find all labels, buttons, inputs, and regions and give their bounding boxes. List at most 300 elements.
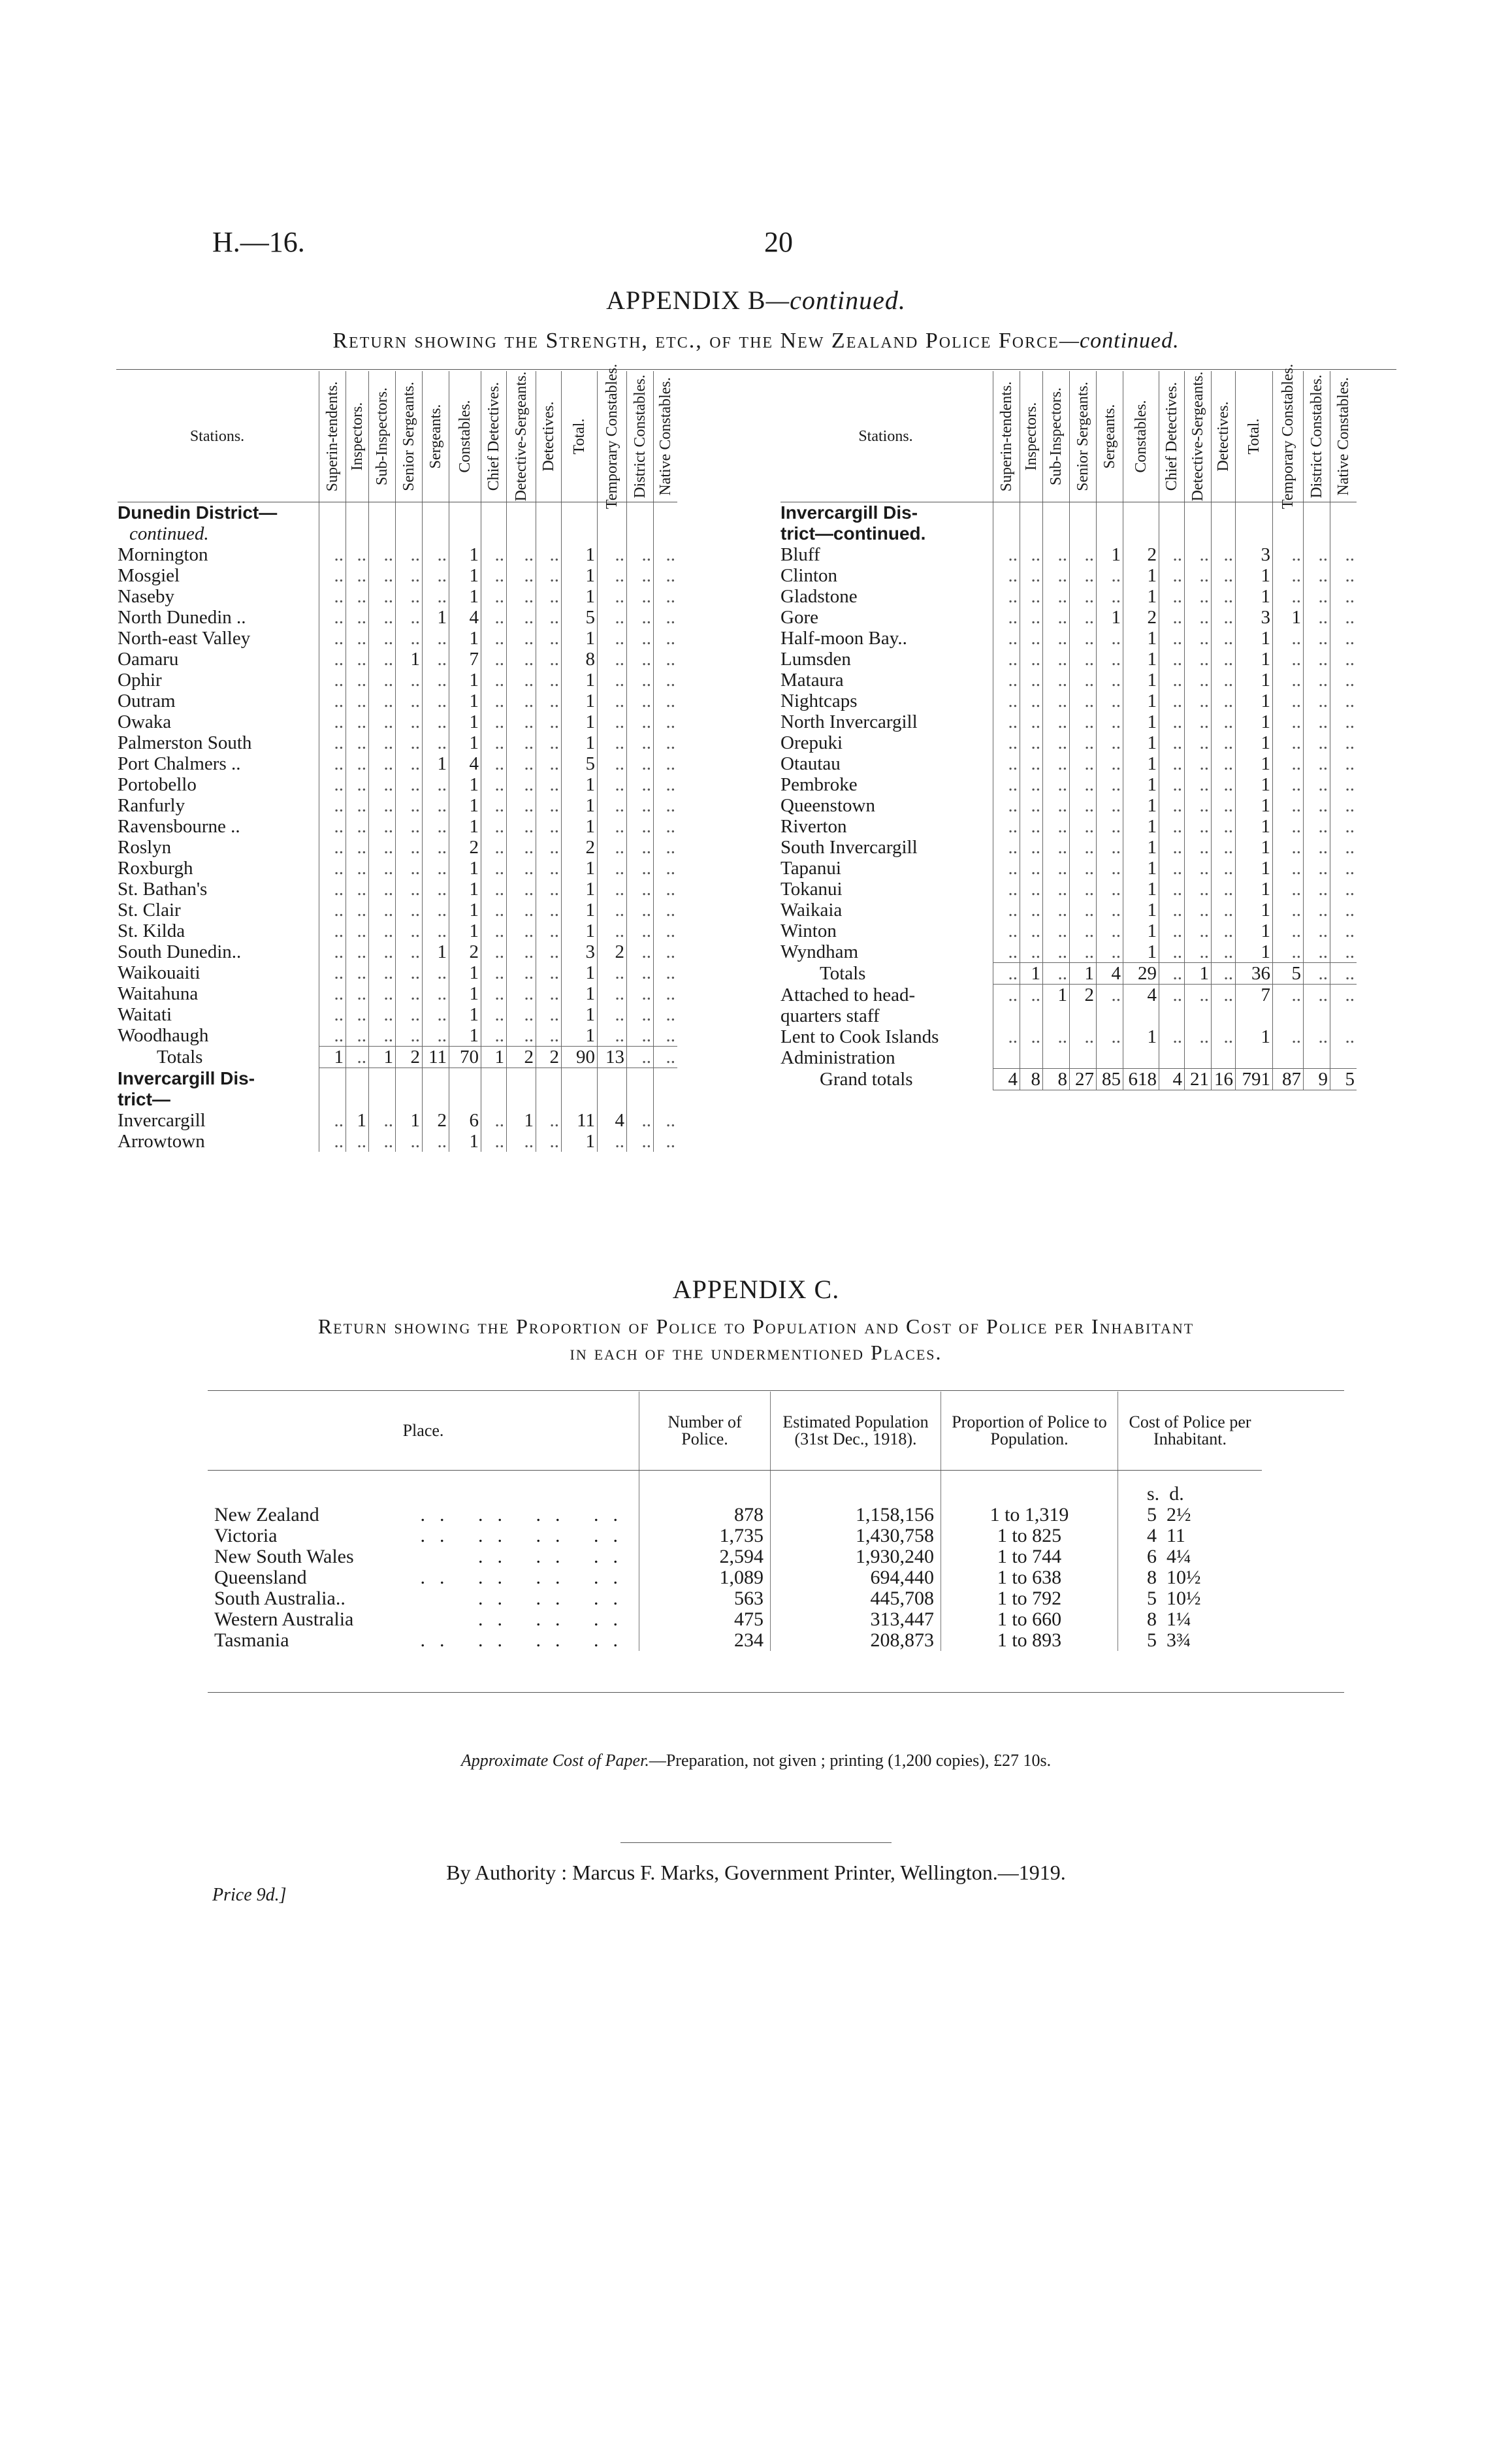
cell-value: 7 [449,649,481,670]
cell-value: .. [993,670,1020,691]
authority-line: By Authority : Marcus F. Marks, Government Printer, Wellington.—1919. [446,1861,1066,1884]
table-row [208,1525,1262,1546]
column-header-detective-sergeants: Detective-Sergeants. [1185,371,1212,502]
cell-value: .. [1159,1026,1185,1047]
table-row [780,900,1357,921]
cell-value: .. [627,607,654,628]
cell-value: .. [423,816,449,837]
cell-value: .. [1020,795,1043,816]
cell-value: .. [346,858,369,879]
cell-value: .. [319,607,346,628]
table-row [780,1069,1357,1090]
cell-value: 1 [1236,858,1273,879]
cell-value: .. [1330,711,1357,732]
cell-value: 1 [1123,858,1159,879]
cell-value: 3 [1236,544,1273,565]
station-name: Roxburgh [118,858,193,879]
cell-value: 1 [449,670,481,691]
cell-value: .. [598,565,627,586]
cell-value: .. [423,1025,449,1046]
table-row [118,879,677,900]
cell-value: .. [1070,941,1097,962]
cell-value: .. [1273,544,1304,565]
cell-value: .. [993,795,1020,816]
cell-value: .. [396,1131,423,1152]
cell-value: 5 [1330,1069,1357,1090]
cell-value: .. [396,670,423,691]
cell-value: .. [346,711,369,732]
cell-value: .. [1020,837,1043,858]
cell-value: .. [1304,985,1330,1005]
cell-value: 1 [1123,691,1159,711]
cell-value: .. [423,774,449,795]
cell-value: .. [396,795,423,816]
cell-value: .. [598,586,627,607]
cell-value: .. [536,983,562,1004]
cell-value: 1 [1123,565,1159,586]
cell-value: 1 [449,921,481,941]
cell-value: .. [654,586,678,607]
cell-value: .. [1159,774,1185,795]
cell-value [1123,1005,1159,1026]
cell-value: .. [1043,691,1070,711]
cell-value: .. [993,732,1020,753]
cell-value: .. [1097,837,1123,858]
cell-value: .. [346,774,369,795]
cell-value: .. [396,753,423,774]
table-row [208,1630,1262,1651]
cell-value [1236,1047,1273,1068]
cell-value: .. [346,1131,369,1152]
cell-value: .. [481,900,507,921]
station-name: Waitati [118,1004,172,1025]
cell-value: .. [1070,732,1097,753]
cell-value: .. [1159,921,1185,941]
cell-value: 2 [1070,985,1097,1005]
cell-value [1212,1047,1236,1068]
cell-value: .. [598,607,627,628]
cost-per-inhabitant: 6 4¼ [1118,1546,1263,1567]
cell-value: .. [396,1025,423,1046]
cell-value: 4 [993,1069,1020,1090]
cell-value [1070,502,1097,524]
population: 694,440 [771,1567,941,1588]
table-row [780,691,1357,711]
cell-value: 1 [562,879,598,900]
cell-value: .. [1020,774,1043,795]
cell-value: .. [536,795,562,816]
cell-value: 1 [1123,879,1159,900]
cell-value: .. [1097,586,1123,607]
cell-value: .. [507,795,536,816]
cell-value: .. [1304,795,1330,816]
cell-value: .. [369,607,396,628]
cell-value: .. [993,544,1020,565]
cell-value [1159,1047,1185,1068]
cell-value: .. [423,858,449,879]
cell-value: .. [1330,858,1357,879]
cell-value: 1 [562,795,598,816]
cell-value [627,502,654,524]
cell-value: 1 [562,670,598,691]
cell-value [1236,523,1273,544]
police-count: 1,735 [639,1525,771,1546]
cell-value: 4 [1123,985,1159,1005]
cell-value: .. [1273,795,1304,816]
police-count: 878 [639,1505,771,1525]
cell-value: .. [1159,900,1185,921]
cell-value: 2 [449,941,481,962]
cell-value: .. [1330,816,1357,837]
cell-value: .. [1273,649,1304,670]
cell-value: .. [993,774,1020,795]
cell-value: .. [1212,732,1236,753]
proportion: 1 to 638 [941,1567,1118,1588]
appendix-b-subtitle: Return showing the Strength, etc., of the New Zealand Police Force—continued. [332,329,1180,353]
cell-value: .. [598,1004,627,1025]
cell-value: 4 [449,753,481,774]
cell-value: .. [507,1025,536,1046]
cell-value: 1 [1236,628,1273,649]
cell-value: .. [423,837,449,858]
cell-value: 5 [1273,963,1304,985]
cell-value: .. [654,1025,678,1046]
cell-value: .. [1159,732,1185,753]
station-name: Mornington [118,544,208,565]
cell-value: .. [1043,565,1070,586]
cell-value: .. [1097,691,1123,711]
station-name: Half-moon Bay.. [780,628,907,649]
station-name: Queenstown [780,795,875,816]
cell-value: .. [319,753,346,774]
cell-value: .. [369,586,396,607]
column-header-inspectors: Inspectors. [1020,371,1043,502]
cell-value: 1 [481,1047,507,1068]
cell-value: .. [319,921,346,941]
cell-value: .. [1185,1026,1212,1047]
cell-value [1097,1047,1123,1068]
table-row [118,523,677,544]
cell-value: .. [1304,711,1330,732]
appendix-c-subtitle-line2: in each of the undermentioned Places. [570,1341,942,1364]
cell-value: .. [536,837,562,858]
cell-value: .. [627,565,654,586]
cell-value: .. [319,962,346,983]
cell-value: .. [423,879,449,900]
cell-value: 1 [1123,774,1159,795]
cell-value: .. [1212,607,1236,628]
proportion: 1 to 660 [941,1609,1118,1630]
cell-value: .. [319,816,346,837]
cell-value: .. [346,921,369,941]
cell-value: .. [423,691,449,711]
cell-value: .. [1330,565,1357,586]
cell-value [1212,502,1236,524]
cell-value: .. [1020,921,1043,941]
cell-value: .. [1020,565,1043,586]
table-row [118,628,677,649]
table-row [118,774,677,795]
cell-value: 2 [1123,607,1159,628]
cell-value: .. [1273,985,1304,1005]
table-row [780,985,1357,1005]
table-row [118,565,677,586]
cell-value: .. [1212,753,1236,774]
station-name: Riverton [780,816,847,837]
cell-value: .. [1304,963,1330,985]
cell-value: .. [1043,1026,1070,1047]
police-strength-table-right [780,363,1357,1090]
cell-value: 1 [1097,544,1123,565]
cell-value: .. [396,691,423,711]
cell-value: .. [481,607,507,628]
station-name: Invercargill [118,1110,206,1131]
cell-value: .. [481,544,507,565]
cell-value: .. [627,879,654,900]
cell-value: .. [1273,774,1304,795]
cell-value: 1 [1123,670,1159,691]
cell-value: .. [1070,900,1097,921]
cell-value: .. [423,544,449,565]
cell-value: .. [346,753,369,774]
cell-value: .. [993,921,1020,941]
cell-value: 1 [562,711,598,732]
cell-value: .. [598,879,627,900]
station-name: Lent to Cook Islands [780,1026,939,1047]
cell-value: .. [1304,670,1330,691]
cell-value [1236,1005,1273,1026]
cell-value: .. [536,1131,562,1152]
cell-value: .. [1185,774,1212,795]
table-row [208,1588,1262,1609]
cell-value: .. [654,962,678,983]
cell-value: .. [1273,586,1304,607]
cell-value: .. [346,691,369,711]
cell-value: .. [654,774,678,795]
cell-value: .. [993,985,1020,1005]
cell-value: 1 [1123,941,1159,962]
cell-value: 1 [1236,732,1273,753]
cell-value: 1 [562,774,598,795]
cell-value [481,523,507,544]
cell-value: 1 [1236,711,1273,732]
cell-value: .. [369,816,396,837]
cell-value: .. [993,837,1020,858]
cell-value: 1 [1123,732,1159,753]
station-name: Woodhaugh [118,1025,209,1046]
cell-value: .. [346,628,369,649]
cell-value: .. [654,795,678,816]
table-row [780,753,1357,774]
cell-value: .. [346,1025,369,1046]
cell-value: .. [536,921,562,941]
cell-value: .. [1097,753,1123,774]
cell-value: .. [1070,628,1097,649]
cell-value: .. [319,691,346,711]
cell-value: .. [627,544,654,565]
cell-value: 1 [1236,900,1273,921]
cell-value: .. [507,628,536,649]
cost-of-paper-note: Approximate Cost of Paper.—Preparation, not given ; printing (1,200 copies), £27 10s. [460,1751,1052,1770]
cell-value: .. [1212,565,1236,586]
cell-value: .. [1330,963,1357,985]
cell-value: .. [481,753,507,774]
page-number: 20 [764,226,793,258]
cell-value: 1 [1020,963,1043,985]
table-row [780,565,1357,586]
table-row [118,711,677,732]
cell-value: .. [627,732,654,753]
cell-value: .. [1070,670,1097,691]
cell-value: .. [1043,607,1070,628]
cell-value: .. [481,1110,507,1131]
cell-value: .. [423,586,449,607]
cell-value: 2 [598,941,627,962]
cell-value: .. [536,565,562,586]
cell-value: .. [1212,711,1236,732]
cell-value: .. [993,1026,1020,1047]
cell-value: .. [1273,941,1304,962]
cell-value: .. [1070,879,1097,900]
cell-value: .. [1304,858,1330,879]
cell-value: .. [1212,670,1236,691]
cell-value [507,1068,536,1089]
cell-value: .. [369,921,396,941]
table-row [118,837,677,858]
cell-value: .. [369,900,396,921]
cell-value: .. [1159,628,1185,649]
cell-value: .. [1097,670,1123,691]
cell-value: .. [598,858,627,879]
column-header-constables: Constables. [1123,371,1159,502]
cell-value: .. [627,1110,654,1131]
station-name: Gladstone [780,586,858,607]
cell-value: .. [369,628,396,649]
cell-value: 1 [1070,963,1097,985]
cell-value: .. [1097,628,1123,649]
cell-value: .. [1043,816,1070,837]
cell-value [369,1068,396,1089]
cell-value: .. [627,858,654,879]
cell-value: .. [346,607,369,628]
cell-value: 1 [1236,795,1273,816]
cell-value: .. [654,670,678,691]
cell-value [423,523,449,544]
cell-value: .. [507,607,536,628]
cell-value: 29 [1123,963,1159,985]
cell-value [993,502,1020,524]
cell-value: 8 [1043,1069,1070,1090]
cell-value: .. [1185,921,1212,941]
station-name: Waikaia [780,900,843,921]
cell-value: .. [481,795,507,816]
station-name: continued. [129,523,209,544]
cell-value: .. [1070,858,1097,879]
cell-value: .. [346,649,369,670]
cell-value: .. [507,983,536,1004]
cell-value: 1 [1123,900,1159,921]
cell-value: .. [1185,607,1212,628]
cell-value: 90 [562,1047,598,1068]
cell-value: 3 [1236,607,1273,628]
cell-value: .. [627,921,654,941]
cell-value: .. [346,732,369,753]
cell-value: .. [1185,941,1212,962]
cell-value: .. [1043,670,1070,691]
cell-value: 1 [562,858,598,879]
cost-units: s. d. [1118,1484,1263,1505]
cell-value: .. [369,711,396,732]
cell-value: .. [654,753,678,774]
cell-value: .. [1212,963,1236,985]
station-name: quarters staff [780,1005,880,1026]
cell-value [993,523,1020,544]
station-name: St. Bathan's [118,879,208,900]
cell-value: 2 [1123,544,1159,565]
cell-value: .. [423,900,449,921]
cell-value [536,523,562,544]
cell-value: .. [993,628,1020,649]
column-header-total: Total. [562,371,598,502]
cell-value: .. [598,816,627,837]
cell-value: .. [396,628,423,649]
cell-value: .. [1043,711,1070,732]
cell-value: .. [627,1025,654,1046]
cell-value [598,1068,627,1089]
cell-value: .. [654,816,678,837]
cell-value: .. [1330,1026,1357,1047]
table-row [118,962,677,983]
price-label: Price 9d.] [212,1885,287,1905]
cell-value: .. [1043,544,1070,565]
cell-value: .. [1185,816,1212,837]
station-name: Invercargill Dis- [118,1068,255,1088]
cell-value: 1 [449,795,481,816]
cell-value: 5 [562,607,598,628]
cell-value: .. [1185,985,1212,1005]
cell-value: .. [1097,858,1123,879]
station-name: Wyndham [780,941,859,962]
cell-value: .. [1330,753,1357,774]
cell-value: 1 [449,879,481,900]
table-row [780,732,1357,753]
cell-value: .. [1212,858,1236,879]
cell-value [1070,1047,1097,1068]
cell-value [1273,523,1304,544]
cell-value: 1 [1123,1026,1159,1047]
station-name: trict— [118,1089,170,1109]
cell-value: .. [598,962,627,983]
station-name: Outram [118,691,176,711]
cell-value [507,1089,536,1110]
column-header-district-constables: District Constables. [627,371,654,502]
cell-value: .. [1330,544,1357,565]
cell-value [346,502,369,524]
cell-value: .. [1273,879,1304,900]
cell-value: 5 [562,753,598,774]
cell-value: .. [1159,879,1185,900]
proportion: 1 to 893 [941,1630,1118,1651]
cell-value: .. [1304,774,1330,795]
station-name: Invercargill Dis- [780,502,918,523]
cell-value: .. [1043,732,1070,753]
cell-value: .. [598,795,627,816]
cell-value [449,1068,481,1089]
proportion: 1 to 792 [941,1588,1118,1609]
cell-value: .. [1330,921,1357,941]
cell-value: .. [1020,586,1043,607]
cell-value: 11 [562,1110,598,1131]
